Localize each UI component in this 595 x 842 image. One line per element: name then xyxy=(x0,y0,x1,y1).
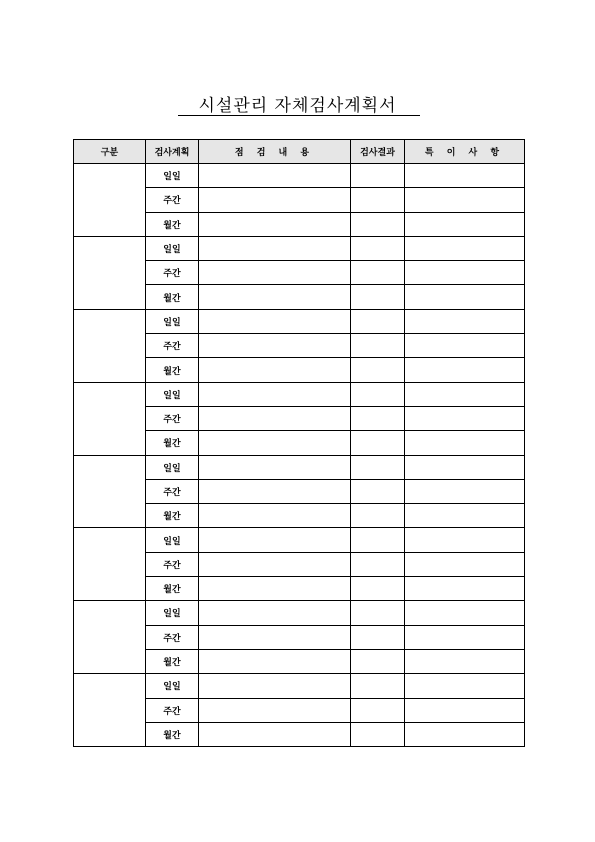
remarks-cell[interactable] xyxy=(405,722,525,746)
check-content-cell[interactable] xyxy=(199,431,351,455)
remarks-cell[interactable] xyxy=(405,285,525,309)
inspection-plan-table xyxy=(73,139,525,747)
plan-period-cell: 월간 xyxy=(146,649,199,673)
remarks-cell[interactable] xyxy=(405,479,525,503)
inspection-result-cell[interactable] xyxy=(351,285,405,309)
check-content-cell[interactable] xyxy=(199,164,351,188)
inspection-result-cell[interactable] xyxy=(351,188,405,212)
header-inspection-result: 검사결과 xyxy=(351,140,405,164)
plan-period-cell: 주간 xyxy=(146,698,199,722)
remarks-cell[interactable] xyxy=(405,455,525,479)
remarks-cell[interactable] xyxy=(405,164,525,188)
inspection-result-cell[interactable] xyxy=(351,212,405,236)
category-cell[interactable] xyxy=(74,164,146,237)
header-remarks: 특 이 사 항 xyxy=(405,140,525,164)
plan-period-cell: 일일 xyxy=(146,382,199,406)
plan-period-cell: 주간 xyxy=(146,188,199,212)
plan-period-cell: 월간 xyxy=(146,504,199,528)
remarks-cell[interactable] xyxy=(405,649,525,673)
inspection-result-cell[interactable] xyxy=(351,698,405,722)
plan-period-cell: 월간 xyxy=(146,358,199,382)
remarks-cell[interactable] xyxy=(405,552,525,576)
remarks-cell[interactable] xyxy=(405,601,525,625)
remarks-cell[interactable] xyxy=(405,577,525,601)
plan-period-cell: 일일 xyxy=(146,528,199,552)
plan-period-cell: 주간 xyxy=(146,406,199,430)
inspection-result-cell[interactable] xyxy=(351,334,405,358)
inspection-result-cell[interactable] xyxy=(351,455,405,479)
inspection-result-cell[interactable] xyxy=(351,528,405,552)
title-underline xyxy=(178,115,420,116)
plan-period-cell: 주간 xyxy=(146,261,199,285)
remarks-cell[interactable] xyxy=(405,698,525,722)
category-cell[interactable] xyxy=(74,382,146,455)
plan-period-cell: 일일 xyxy=(146,455,199,479)
check-content-cell[interactable] xyxy=(199,261,351,285)
inspection-result-cell[interactable] xyxy=(351,406,405,430)
table-body xyxy=(74,164,525,747)
check-content-cell[interactable] xyxy=(199,577,351,601)
check-content-cell[interactable] xyxy=(199,406,351,430)
table-row xyxy=(74,674,525,698)
inspection-result-cell[interactable] xyxy=(351,382,405,406)
check-content-cell[interactable] xyxy=(199,212,351,236)
category-cell[interactable] xyxy=(74,674,146,747)
table-row xyxy=(74,164,525,188)
remarks-cell[interactable] xyxy=(405,334,525,358)
plan-period-cell: 주간 xyxy=(146,552,199,576)
remarks-cell[interactable] xyxy=(405,406,525,430)
check-content-cell[interactable] xyxy=(199,479,351,503)
check-content-cell[interactable] xyxy=(199,601,351,625)
check-content-cell[interactable] xyxy=(199,455,351,479)
remarks-cell[interactable] xyxy=(405,431,525,455)
inspection-result-cell[interactable] xyxy=(351,358,405,382)
plan-period-cell: 일일 xyxy=(146,164,199,188)
plan-period-cell: 일일 xyxy=(146,309,199,333)
check-content-cell[interactable] xyxy=(199,722,351,746)
check-content-cell[interactable] xyxy=(199,188,351,212)
check-content-cell[interactable] xyxy=(199,334,351,358)
check-content-cell[interactable] xyxy=(199,236,351,260)
plan-period-cell: 일일 xyxy=(146,236,199,260)
plan-period-cell: 월간 xyxy=(146,577,199,601)
remarks-cell[interactable] xyxy=(405,188,525,212)
plan-period-cell: 주간 xyxy=(146,625,199,649)
remarks-cell[interactable] xyxy=(405,236,525,260)
check-content-cell[interactable] xyxy=(199,528,351,552)
header-row xyxy=(74,140,525,164)
check-content-cell[interactable] xyxy=(199,674,351,698)
plan-period-cell: 주간 xyxy=(146,334,199,358)
remarks-cell[interactable] xyxy=(405,261,525,285)
table-row xyxy=(74,528,525,552)
check-content-cell[interactable] xyxy=(199,285,351,309)
plan-period-cell: 일일 xyxy=(146,601,199,625)
table-row xyxy=(74,309,525,333)
inspection-result-cell[interactable] xyxy=(351,309,405,333)
plan-period-cell: 월간 xyxy=(146,431,199,455)
inspection-result-cell[interactable] xyxy=(351,504,405,528)
category-cell[interactable] xyxy=(74,601,146,674)
inspection-result-cell[interactable] xyxy=(351,164,405,188)
header-category: 구분 xyxy=(74,140,146,164)
plan-period-cell: 주간 xyxy=(146,479,199,503)
check-content-cell[interactable] xyxy=(199,625,351,649)
check-content-cell[interactable] xyxy=(199,649,351,673)
category-cell[interactable] xyxy=(74,528,146,601)
inspection-result-cell[interactable] xyxy=(351,649,405,673)
remarks-cell[interactable] xyxy=(405,358,525,382)
inspection-result-cell[interactable] xyxy=(351,601,405,625)
check-content-cell[interactable] xyxy=(199,309,351,333)
inspection-result-cell[interactable] xyxy=(351,479,405,503)
check-content-cell[interactable] xyxy=(199,382,351,406)
inspection-result-cell[interactable] xyxy=(351,625,405,649)
remarks-cell[interactable] xyxy=(405,504,525,528)
plan-period-cell: 월간 xyxy=(146,722,199,746)
table-row xyxy=(74,455,525,479)
remarks-cell[interactable] xyxy=(405,674,525,698)
inspection-result-cell[interactable] xyxy=(351,722,405,746)
remarks-cell[interactable] xyxy=(405,212,525,236)
remarks-cell[interactable] xyxy=(405,528,525,552)
document-title: 시설관리 자체검사계획서 xyxy=(198,96,397,116)
header-check-content: 점 검 내 용 xyxy=(199,140,351,164)
inspection-result-cell[interactable] xyxy=(351,261,405,285)
table-row xyxy=(74,601,525,625)
plan-period-cell: 일일 xyxy=(146,674,199,698)
inspection-result-cell[interactable] xyxy=(351,577,405,601)
check-content-cell[interactable] xyxy=(199,504,351,528)
remarks-cell[interactable] xyxy=(405,382,525,406)
category-cell[interactable] xyxy=(74,309,146,382)
check-content-cell[interactable] xyxy=(199,698,351,722)
inspection-result-cell[interactable] xyxy=(351,236,405,260)
check-content-cell[interactable] xyxy=(199,552,351,576)
inspection-result-cell[interactable] xyxy=(351,431,405,455)
table-row xyxy=(74,382,525,406)
remarks-cell[interactable] xyxy=(405,625,525,649)
category-cell[interactable] xyxy=(74,236,146,309)
inspection-result-cell[interactable] xyxy=(351,674,405,698)
inspection-result-cell[interactable] xyxy=(351,552,405,576)
header-inspection-plan: 검사계획 xyxy=(146,140,199,164)
table-row xyxy=(74,236,525,260)
remarks-cell[interactable] xyxy=(405,309,525,333)
check-content-cell[interactable] xyxy=(199,358,351,382)
category-cell[interactable] xyxy=(74,455,146,528)
plan-period-cell: 월간 xyxy=(146,212,199,236)
plan-period-cell: 월간 xyxy=(146,285,199,309)
